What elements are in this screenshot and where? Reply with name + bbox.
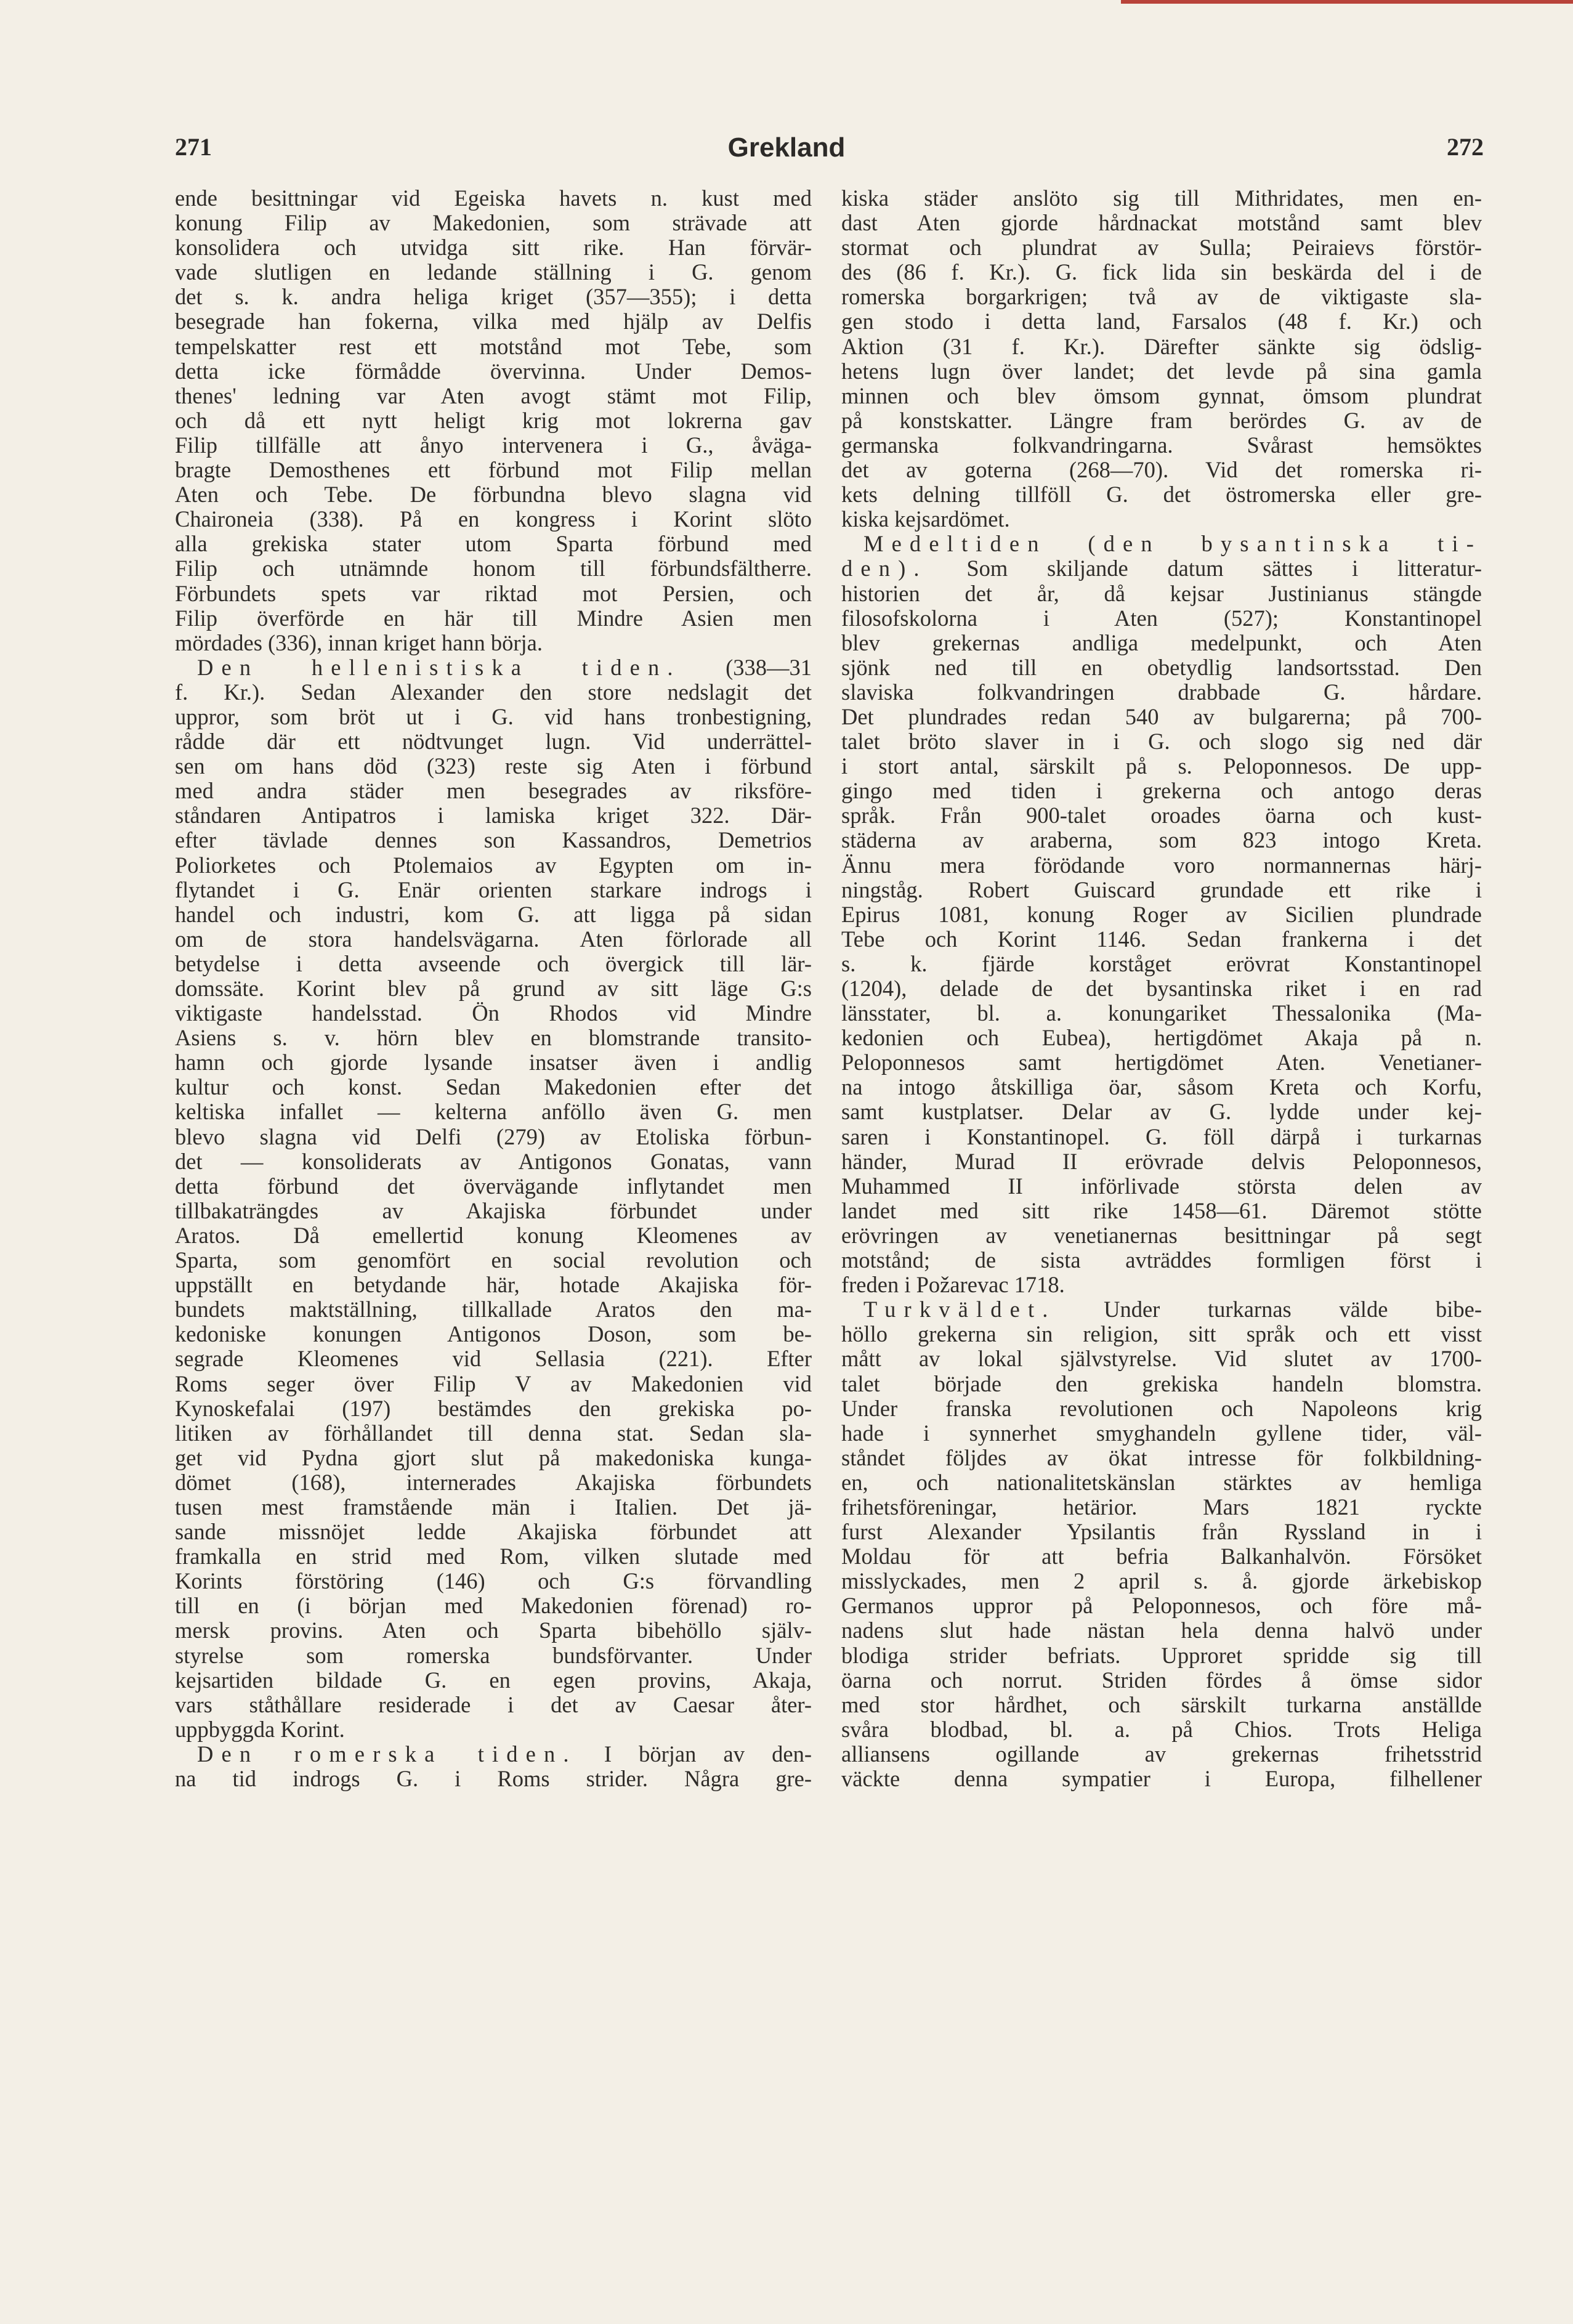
text-line xyxy=(841,606,1482,631)
text-line xyxy=(175,1346,812,1371)
line-text: Under franska revolutionen och Napoleons krig xyxy=(841,1395,1482,1421)
line-text: landet med sitt rike 1458—61. Däremot stötte xyxy=(841,1197,1482,1223)
text-line xyxy=(175,285,812,309)
text-line xyxy=(841,556,1482,581)
line-text: sande missnöjet ledde Akajiska förbundet att xyxy=(175,1519,812,1545)
text-line xyxy=(841,581,1482,606)
line-text: germanska folkvandringarna. Svårast hemsöktes xyxy=(841,432,1482,458)
line-text: kiska kejsardömet. xyxy=(841,506,1010,532)
text-line xyxy=(841,1001,1482,1026)
text-line xyxy=(175,1001,812,1026)
text-line xyxy=(841,1618,1482,1643)
line-text: Ännu mera förödande voro normannernas härj- xyxy=(841,852,1482,878)
text-line xyxy=(175,1199,812,1223)
text-line xyxy=(841,853,1482,878)
section-heading: Den romerska tiden. xyxy=(197,1741,577,1767)
text-line xyxy=(175,1643,812,1668)
text-line xyxy=(841,1099,1482,1124)
line-text: ståndet följdes av ökat intresse för folkbildning- xyxy=(841,1444,1482,1470)
text-line xyxy=(841,1297,1482,1322)
line-text: blodiga strider befriats. Upproret spridde sig till xyxy=(841,1642,1482,1668)
text-line xyxy=(175,779,812,803)
text-line xyxy=(175,334,812,359)
line-text: misslyckades, men 2 april s. å. gjorde ärkebiskop xyxy=(841,1568,1482,1594)
line-text: nadens slut hade nästan hela denna halvö under xyxy=(841,1617,1482,1643)
line-text: kedonien och Eubea), hertigdömet Akaja på n. xyxy=(841,1025,1482,1051)
text-line xyxy=(175,359,812,384)
line-text: Under turkarnas välde bibe- xyxy=(1056,1297,1482,1322)
text-line xyxy=(841,507,1482,532)
text-line xyxy=(841,1026,1482,1050)
text-line xyxy=(175,507,812,532)
line-text: mått av lokal självstyrelse. Vid slutet av 1700- xyxy=(841,1346,1482,1372)
text-line xyxy=(841,1199,1482,1223)
line-text: betydelse i detta avseende och övergick till lär- xyxy=(175,950,812,976)
text-line xyxy=(175,680,812,705)
text-line xyxy=(175,235,812,260)
line-text: och då ett nytt heligt krig mot lokrerna gav xyxy=(175,407,812,433)
text-line xyxy=(175,1668,812,1693)
text-line xyxy=(175,1767,812,1791)
line-text: gen stodo i detta land, Farsalos (48 f. Kr.) och xyxy=(841,309,1482,334)
text-line xyxy=(175,754,812,779)
line-text: romerska borgarkrigen; två av de viktigaste sla- xyxy=(841,284,1482,310)
line-text: keltiska infallet — kelterna anföllo även G. men xyxy=(175,1099,812,1125)
line-text: frihetsföreningar, hetärior. Mars 1821 ryckte xyxy=(841,1494,1482,1520)
line-text: kejsartiden bildade G. en egen provins, Akaja, xyxy=(175,1667,812,1693)
line-text: Asiens s. v. hörn blev en blomstrande transito- xyxy=(175,1025,812,1051)
line-text: slaviska folkvandringen drabbade G. hårdare. xyxy=(841,679,1482,705)
text-line xyxy=(841,729,1482,754)
line-text: vade slutligen en ledande ställning i G. genom xyxy=(175,259,812,285)
text-line xyxy=(175,927,812,952)
line-text: sen om hans död (323) reste sig Aten i förbund xyxy=(175,753,812,779)
text-line xyxy=(175,1495,812,1520)
text-line xyxy=(841,902,1482,927)
line-text: Förbundets spets var riktad mot Persien, och xyxy=(175,580,812,606)
line-text: Chaironeia (338). På en kongress i Korint slöto xyxy=(175,506,812,532)
left-text-column xyxy=(175,186,812,1791)
text-line xyxy=(841,927,1482,952)
line-text: Aratos. Då emellertid konung Kleomenes av xyxy=(175,1222,812,1248)
line-text: Roms seger över Filip V av Makedonien vid xyxy=(175,1371,812,1396)
line-text: kultur och konst. Sedan Makedonien efter det xyxy=(175,1074,812,1100)
page-header xyxy=(0,132,1573,169)
text-line xyxy=(175,408,812,433)
line-text: litiken av förhållandet till denna stat. Sedan sla- xyxy=(175,1420,812,1446)
line-text: talet började den grekiska handeln blomstra. xyxy=(841,1371,1482,1396)
line-text: na intogo åtskilliga öar, såsom Kreta och Korfu, xyxy=(841,1074,1482,1100)
left-page-number: 271 xyxy=(175,133,212,161)
line-text: med andra städer men besegrades av riksföre- xyxy=(175,778,812,804)
text-line xyxy=(841,1174,1482,1199)
line-text: Kynoskefalai (197) bestämdes den grekiska po- xyxy=(175,1395,812,1421)
text-line xyxy=(175,655,812,680)
text-line xyxy=(841,1717,1482,1742)
line-text: (1204), delade de det bysantinska riket i en rad xyxy=(841,976,1482,1001)
line-text: furst Alexander Ypsilantis från Ryssland in i xyxy=(841,1519,1482,1545)
text-line xyxy=(175,1618,812,1643)
text-line xyxy=(175,458,812,482)
line-text: tusen mest framstående män i Italien. Det jä- xyxy=(175,1494,812,1520)
line-text: Filip och utnämnde honom till förbundsfältherre. xyxy=(175,556,812,581)
text-line xyxy=(175,1149,812,1174)
line-text: stormat och plundrat av Sulla; Peiraievs förstör- xyxy=(841,235,1482,261)
line-text: i stort antal, särskilt på s. Peloponnesos. De upp- xyxy=(841,753,1482,779)
line-text: tempelskatter rest ett motstånd mot Tebe, som xyxy=(175,333,812,359)
text-line xyxy=(841,359,1482,384)
text-line xyxy=(175,853,812,878)
text-line xyxy=(841,803,1482,828)
line-text: des (86 f. Kr.). G. fick lida sin beskärda del i de xyxy=(841,259,1482,285)
text-line xyxy=(175,211,812,235)
text-line xyxy=(175,1322,812,1346)
section-heading: den). xyxy=(841,556,928,581)
line-text: Sparta, som genomfört en social revolution och xyxy=(175,1247,812,1273)
line-text: bundets maktställning, tillkallade Aratos den ma- xyxy=(175,1297,812,1322)
text-line xyxy=(841,1421,1482,1446)
text-line xyxy=(175,878,812,902)
line-text: hamn och gjorde lysande insatser även i andlig xyxy=(175,1050,812,1075)
text-line xyxy=(175,433,812,458)
text-line xyxy=(175,532,812,556)
text-line xyxy=(175,952,812,976)
line-text: hetens lugn över landet; det levde på sina gamla xyxy=(841,358,1482,384)
text-line xyxy=(175,1717,812,1742)
line-text: med stor hårdhet, och särskilt turkarna anställde xyxy=(841,1691,1482,1717)
text-line xyxy=(841,1273,1482,1297)
text-line xyxy=(841,1248,1482,1273)
text-line xyxy=(175,1470,812,1495)
text-line xyxy=(175,1569,812,1593)
text-line xyxy=(841,1593,1482,1618)
line-text: händer, Murad II erövrade delvis Peloponnesos, xyxy=(841,1148,1482,1174)
line-text: alla grekiska stater utom Sparta förbund med xyxy=(175,531,812,557)
line-text: bragte Demosthenes ett förbund mot Filip mellan xyxy=(175,457,812,483)
line-text: samt kustplatser. Delar av G. lydde under kej- xyxy=(841,1099,1482,1125)
text-line xyxy=(175,1544,812,1569)
line-text: Det plundrades redan 540 av bulgarerna; på 700- xyxy=(841,703,1482,729)
line-text: Epirus 1081, konung Roger av Sicilien plundrade xyxy=(841,901,1482,927)
right-page-number: 272 xyxy=(1447,133,1484,161)
line-text: saren i Konstantinopel. G. föll därpå i turkarnas xyxy=(841,1124,1482,1149)
line-text: öarna och norrut. Striden fördes å ömse sidor xyxy=(841,1667,1482,1693)
text-line xyxy=(841,408,1482,433)
line-text: thenes' ledning var Aten avogt stämt mot Filip, xyxy=(175,383,812,408)
line-text: hade i synnerhet smyghandeln gyllene tider, väl- xyxy=(841,1420,1482,1446)
line-text: gingo med tiden i grekerna och antogo deras xyxy=(841,778,1482,804)
line-text: dömet (168), internerades Akajiska förbundets xyxy=(175,1469,812,1495)
text-line xyxy=(175,1372,812,1396)
text-line xyxy=(175,1174,812,1199)
line-text: styrelse som romerska bundsförvanter. Under xyxy=(175,1642,812,1668)
line-text: mördades (336), innan kriget hann börja. xyxy=(175,630,543,655)
line-text: detta förbund det övervägande inflytandet men xyxy=(175,1173,812,1199)
line-text: blevo slagna vid Delfi (279) av Etoliska förbun- xyxy=(175,1124,812,1149)
line-text: freden i Požarevac 1718. xyxy=(841,1272,1065,1298)
text-line xyxy=(175,631,812,655)
text-line xyxy=(841,186,1482,211)
text-line xyxy=(841,482,1482,507)
text-line xyxy=(841,655,1482,680)
line-text: detta icke förmådde övervinna. Under Demos- xyxy=(175,358,812,384)
line-text: minnen och blev ömsom gynnat, ömsom plundrat xyxy=(841,383,1482,408)
line-text: Muhammed II införlivade största delen av xyxy=(841,1173,1482,1199)
section-heading: Medeltiden (den bysantinska ti- xyxy=(863,531,1482,557)
text-line xyxy=(175,1273,812,1297)
line-text: uppbyggda Korint. xyxy=(175,1716,345,1742)
text-line xyxy=(841,1075,1482,1099)
line-text: till en (i början med Makedonien förenad) ro- xyxy=(175,1593,812,1619)
line-text: en, och nationalitetskänslan stärktes av hemliga xyxy=(841,1469,1482,1495)
line-text: viktigaste handelsstad. Ön Rhodos vid Mindre xyxy=(175,1000,812,1026)
line-text: Filip tillfälle att ånyo intervenera i G., åväga- xyxy=(175,432,812,458)
text-line xyxy=(175,1693,812,1717)
line-text: Tebe och Korint 1146. Sedan frankerna i det xyxy=(841,926,1482,952)
line-text: uppror, som bröt ut i G. vid hans tronbestigning, xyxy=(175,703,812,729)
text-line xyxy=(841,1767,1482,1791)
text-line xyxy=(841,1742,1482,1767)
line-text: na tid indrogs G. i Roms strider. Några gre- xyxy=(175,1766,812,1791)
line-text: uppställt en betydande här, hotade Akajiska för- xyxy=(175,1272,812,1298)
section-heading: Turkväldet. xyxy=(863,1297,1056,1322)
text-line xyxy=(841,754,1482,779)
text-line xyxy=(175,384,812,408)
line-text: det av goterna (268—70). Vid det romerska ri- xyxy=(841,457,1482,483)
line-text: motstånd; de sista avträddes formligen först i xyxy=(841,1247,1482,1273)
page-title: Grekland xyxy=(727,132,846,163)
line-text: svåra blodbad, bl. a. på Chios. Trots Heliga xyxy=(841,1716,1482,1742)
text-line xyxy=(841,532,1482,556)
text-line xyxy=(175,1396,812,1421)
text-line xyxy=(841,828,1482,852)
text-line xyxy=(175,581,812,606)
top-edge-rule xyxy=(1121,0,1573,4)
text-line xyxy=(175,482,812,507)
text-line xyxy=(175,828,812,852)
line-text: på konstskatter. Längre fram berördes G. av de xyxy=(841,407,1482,433)
line-text: städerna av araberna, som 823 intogo Kreta. xyxy=(841,827,1482,853)
line-text: länsstater, bl. a. konungariket Thessalonika (Ma- xyxy=(841,1000,1482,1026)
text-line xyxy=(841,1125,1482,1149)
line-text: Korints förstöring (146) och G:s förvandling xyxy=(175,1568,812,1594)
text-line xyxy=(175,1099,812,1124)
text-line xyxy=(841,1495,1482,1520)
text-line xyxy=(841,1396,1482,1421)
text-line xyxy=(841,952,1482,976)
text-line xyxy=(841,211,1482,235)
line-text: Filip överförde en här till Mindre Asien men xyxy=(175,605,812,631)
line-text: blev grekernas andliga medelpunkt, och Aten xyxy=(841,630,1482,655)
line-text: ende besittningar vid Egeiska havets n. kust med xyxy=(175,185,812,211)
line-text: mersk provins. Aten och Sparta bibehöllo själv- xyxy=(175,1617,812,1643)
text-line xyxy=(175,705,812,729)
line-text: om de stora handelsvägarna. Aten förlorade all xyxy=(175,926,812,952)
text-line xyxy=(175,1026,812,1050)
line-text: sjönk ned till en obetydlig landsortsstad. Den xyxy=(841,654,1482,680)
text-line xyxy=(841,1520,1482,1544)
line-text: historien det år, då kejsar Justinianus stängde xyxy=(841,580,1482,606)
line-text: f. Kr.). Sedan Alexander den store nedslagit det xyxy=(175,679,812,705)
text-line xyxy=(175,729,812,754)
text-line xyxy=(175,606,812,631)
text-line xyxy=(841,680,1482,705)
text-line xyxy=(841,384,1482,408)
line-text: Som skiljande datum sättes i litteratur- xyxy=(927,556,1482,581)
text-line xyxy=(841,705,1482,729)
text-line xyxy=(175,1075,812,1099)
text-line xyxy=(841,1544,1482,1569)
text-line xyxy=(841,458,1482,482)
line-text: konsolidera och utvidga sitt rike. Han förvär- xyxy=(175,235,812,261)
text-line xyxy=(175,1421,812,1446)
line-text: språk. Från 900-talet oroades öarna och kust- xyxy=(841,803,1482,828)
line-text: s. k. fjärde korståget erövrat Konstantinopel xyxy=(841,950,1482,976)
line-text: (338—31 xyxy=(681,654,812,680)
text-line xyxy=(175,1446,812,1470)
line-text: ningståg. Robert Guiscard grundade ett rike i xyxy=(841,877,1482,902)
right-text-column xyxy=(841,186,1482,1791)
text-line xyxy=(841,235,1482,260)
text-line xyxy=(175,1125,812,1149)
text-line xyxy=(175,309,812,334)
line-text: väckte denna sympatier i Europa, filhellener xyxy=(841,1766,1482,1791)
text-line xyxy=(841,878,1482,902)
text-line xyxy=(841,1050,1482,1075)
text-line xyxy=(175,186,812,211)
text-line xyxy=(841,1346,1482,1371)
line-text: kets delning tillföll G. det östromerska eller gre- xyxy=(841,482,1482,508)
text-line xyxy=(841,1446,1482,1470)
text-line xyxy=(841,1668,1482,1693)
text-line xyxy=(841,1569,1482,1593)
text-line xyxy=(841,779,1482,803)
text-line xyxy=(175,1520,812,1544)
line-text: höllo grekerna sin religion, sitt språk och ett visst xyxy=(841,1321,1482,1347)
text-line xyxy=(841,334,1482,359)
text-line xyxy=(841,1372,1482,1396)
line-text: talet bröto slaver in i G. och slogo sig ned där xyxy=(841,729,1482,755)
text-line xyxy=(175,803,812,828)
text-line xyxy=(175,556,812,581)
text-line xyxy=(841,433,1482,458)
line-text: Moldau för att befria Balkanhalvön. Försöket xyxy=(841,1544,1482,1569)
text-line xyxy=(175,260,812,285)
text-line xyxy=(841,1223,1482,1248)
line-text: det s. k. andra heliga kriget (357—355); i detta xyxy=(175,284,812,310)
line-text: konung Filip av Makedonien, som strävade att xyxy=(175,210,812,236)
line-text: segrade Kleomenes vid Sellasia (221). Efter xyxy=(175,1346,812,1372)
section-heading: Den hellenistiska tiden. xyxy=(197,654,681,680)
line-text: Aten och Tebe. De förbundna blevo slagna vid xyxy=(175,482,812,508)
text-line xyxy=(175,1297,812,1322)
line-text: erövringen av venetianernas besittningar på segt xyxy=(841,1222,1482,1248)
text-line xyxy=(841,631,1482,655)
text-line xyxy=(175,1248,812,1273)
line-text: vars ståthållare residerade i det av Caesar åter- xyxy=(175,1691,812,1717)
text-line xyxy=(175,1223,812,1248)
line-text: handel och industri, kom G. att ligga på sidan xyxy=(175,901,812,927)
text-line xyxy=(841,976,1482,1001)
line-text: framkalla en strid med Rom, vilken slutade med xyxy=(175,1544,812,1569)
line-text: det — konsoliderats av Antigonos Gonatas, vann xyxy=(175,1148,812,1174)
line-text: besegrade han fokerna, vilka med hjälp av Delfis xyxy=(175,309,812,334)
line-text: flytandet i G. Enär orienten starkare indrogs i xyxy=(175,877,812,902)
text-line xyxy=(841,1693,1482,1717)
line-text: tillbakaträngdes av Akajiska förbundet under xyxy=(175,1197,812,1223)
line-text: kedoniske konungen Antigonos Doson, som be- xyxy=(175,1321,812,1347)
line-text: filosofskolorna i Aten (527); Konstantinopel xyxy=(841,605,1482,631)
line-text: kiska städer anslöto sig till Mithridates, men en- xyxy=(841,185,1482,211)
line-text: Aktion (31 f. Kr.). Därefter sänkte sig ödslig- xyxy=(841,333,1482,359)
text-line xyxy=(175,976,812,1001)
line-text: dast Aten gjorde hårdnackat motstånd samt blev xyxy=(841,210,1482,236)
text-line xyxy=(175,902,812,927)
line-text: get vid Pydna gjort slut på makedoniska kunga- xyxy=(175,1444,812,1470)
text-line xyxy=(841,1322,1482,1346)
line-text: alliansens ogillande av grekernas frihetsstrid xyxy=(841,1741,1482,1767)
line-text: rådde där ett nödtvunget lugn. Vid underrättel- xyxy=(175,729,812,755)
text-line xyxy=(841,285,1482,309)
line-text: I början av den- xyxy=(576,1741,812,1767)
line-text: efter tävlade dennes son Kassandros, Demetrios xyxy=(175,827,812,853)
line-text: ståndaren Antipatros i lamiska kriget 322. Där- xyxy=(175,803,812,828)
line-text: Germanos uppror på Peloponnesos, och före må- xyxy=(841,1593,1482,1619)
text-line xyxy=(841,1643,1482,1668)
text-line xyxy=(175,1050,812,1075)
line-text: Poliorketes och Ptolemaios av Egypten om in- xyxy=(175,852,812,878)
text-line xyxy=(841,1470,1482,1495)
text-line xyxy=(841,260,1482,285)
text-line xyxy=(841,309,1482,334)
line-text: Peloponnesos samt hertigdömet Aten. Venetianer- xyxy=(841,1050,1482,1075)
text-line xyxy=(175,1742,812,1767)
text-line xyxy=(841,1149,1482,1174)
line-text: domssäte. Korint blev på grund av sitt läge G:s xyxy=(175,976,812,1001)
text-line xyxy=(175,1593,812,1618)
